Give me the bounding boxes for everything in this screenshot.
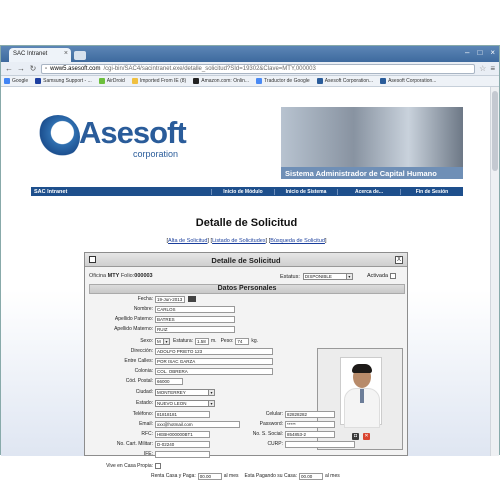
- camera-icon[interactable]: ◘: [353, 433, 358, 439]
- maximize-icon[interactable]: □: [477, 48, 483, 57]
- system-name: Sistema Administrador de Capital Humano: [281, 167, 463, 179]
- telefono-label: Teléfono:: [132, 411, 153, 417]
- renta-label: Renta Casa y Paga:: [151, 473, 196, 479]
- form-row: [89, 315, 235, 323]
- address-bar[interactable]: [41, 64, 475, 74]
- bookmark-label: Traductor de Google: [264, 78, 310, 84]
- activada-group: [367, 273, 396, 279]
- banner-photo-strip: [281, 107, 463, 167]
- form-row: [89, 377, 183, 385]
- new-tab-button[interactable]: [74, 51, 86, 60]
- chevron-down-icon: ▾: [208, 401, 214, 406]
- form-row: [151, 472, 340, 480]
- form-row: [89, 430, 335, 438]
- rfc-input[interactable]: HEBH000000BT1: [155, 431, 210, 438]
- colonia-label: Colonia:: [134, 368, 153, 374]
- applicant-photo: [340, 357, 382, 425]
- menu-inicio-sistema[interactable]: Inicio de Sistema: [274, 189, 337, 195]
- form-row: [89, 325, 235, 333]
- entre-calles-label: Entre Calles:: [124, 358, 153, 364]
- sexo-select[interactable]: [155, 338, 170, 345]
- nombre-input[interactable]: CARLOS: [155, 306, 235, 313]
- calendar-icon[interactable]: [188, 296, 196, 302]
- nss-input[interactable]: 854853-2: [285, 431, 335, 438]
- fecha-label: Fecha:: [137, 296, 153, 302]
- estatura-unit: m.: [211, 338, 217, 344]
- direccion-input[interactable]: ADOLFO PRIETO 123: [155, 348, 273, 355]
- form-row: [89, 440, 355, 448]
- link-alta-solicitud[interactable]: Alta de Solicitud: [168, 238, 208, 244]
- entre-calles-input[interactable]: POR ISAC GARZA: [155, 358, 273, 365]
- asesoft-logo-icon: [36, 115, 80, 159]
- form-row: [89, 388, 215, 396]
- bookmark-label: Asesoft Corporation...: [388, 78, 437, 84]
- bookmark-item[interactable]: [132, 78, 186, 84]
- detalle-dialog: [84, 252, 408, 479]
- close-window-icon[interactable]: ×: [490, 48, 495, 57]
- cartilla-militar-input[interactable]: D-02240: [155, 441, 210, 448]
- sub-links: [Alta de Solicitud] [Listado de Solicitudes] [Búsqueda de Solicitud]: [166, 238, 327, 244]
- oficina-value: MTY: [107, 273, 120, 279]
- cartilla-militar-label: No. Cart. Militar:: [116, 441, 153, 447]
- chevron-down-icon: ▾: [208, 390, 214, 395]
- tab-close-icon[interactable]: ×: [63, 50, 68, 57]
- codigo-postal-input[interactable]: 66000: [155, 378, 183, 385]
- bookmark-icon: [132, 78, 138, 84]
- celular-input[interactable]: 82828282: [285, 411, 335, 418]
- rfc-label: RFC:: [141, 431, 153, 437]
- estatus-select[interactable]: [303, 273, 353, 280]
- form-row: [89, 305, 235, 313]
- fecha-input[interactable]: 19-Jun-2013: [155, 296, 185, 303]
- form-row: [89, 357, 273, 365]
- pagando-label: Esta Pagando su Casa:: [244, 473, 298, 479]
- estatura-input[interactable]: 1.58: [195, 338, 209, 345]
- apellido-paterno-label: Apellido Paterno:: [114, 316, 153, 322]
- browser-toolbar: [1, 62, 499, 76]
- bookmark-icon: [35, 78, 41, 84]
- folio-value: 000003: [134, 273, 153, 279]
- bookmark-icon: [4, 78, 10, 84]
- browser-tab[interactable]: [9, 48, 71, 62]
- curp-label: CURP:: [267, 441, 283, 447]
- form-row: [89, 347, 273, 355]
- estatus-label: Estatus:: [280, 273, 300, 280]
- page-title: Detalle de Solicitud: [195, 217, 298, 229]
- menu-fin-sesion[interactable]: Fin de Sesión: [400, 189, 463, 195]
- url-host: www5.asesoft.com: [50, 65, 101, 72]
- star-icon[interactable]: ☆: [479, 64, 487, 73]
- link-listado-solicitudes[interactable]: Listado de Solicitudes: [212, 238, 266, 244]
- bookmark-item[interactable]: [193, 78, 249, 84]
- celular-label: Celular:: [265, 411, 283, 417]
- estatus-group: [280, 273, 353, 280]
- peso-label: Peso:: [220, 338, 234, 344]
- bookmark-label: Amazon.com: Onlin...: [201, 78, 250, 84]
- forward-icon[interactable]: →: [17, 64, 25, 73]
- apellido-materno-input[interactable]: RUIZ: [155, 326, 235, 333]
- reload-icon[interactable]: ↻: [29, 64, 37, 73]
- estado-select-value: NUEVO LEON: [157, 400, 187, 406]
- chevron-down-icon: ▾: [163, 339, 169, 344]
- back-icon[interactable]: ←: [5, 64, 13, 73]
- ife-label: IFE:: [143, 451, 153, 457]
- bookmark-item[interactable]: [380, 78, 436, 84]
- estado-select[interactable]: [155, 400, 215, 407]
- site-menu-bar: [31, 187, 463, 196]
- apellido-paterno-input[interactable]: BATRES: [155, 316, 235, 323]
- vive-casa-propia-checkbox[interactable]: [155, 463, 161, 469]
- form-row: [89, 399, 215, 407]
- renta-unit: al mes: [223, 473, 239, 479]
- photo-controls: [352, 433, 370, 440]
- site-banner: [31, 97, 463, 187]
- dialog-header: [85, 253, 407, 267]
- folio-label: Folio: [120, 273, 133, 279]
- browser-window: [0, 45, 500, 479]
- section-datos-personales: Datos Personales: [89, 284, 405, 294]
- renta-input[interactable]: 00.00: [198, 473, 222, 480]
- peso-input[interactable]: 74: [235, 338, 249, 345]
- bookmark-icon: [193, 78, 199, 84]
- bookmarks-bar: [1, 76, 499, 87]
- form-row: [89, 367, 273, 375]
- bookmark-item[interactable]: [99, 78, 125, 84]
- pagando-input[interactable]: 00.00: [299, 473, 323, 480]
- menu-inicio-modulo[interactable]: Inicio de Módulo: [211, 189, 274, 195]
- estado-label: Estado:: [136, 400, 153, 406]
- link-busqueda-solicitud[interactable]: Búsqueda de Solicitud: [270, 238, 325, 244]
- url-path: /cgi-bin/SAC4/sacintranet.exe/detalle_solicitud?SId=19302&Clave=MTY,000003: [103, 65, 316, 72]
- bookmark-item[interactable]: [35, 78, 92, 84]
- password-label: Password:: [259, 421, 283, 427]
- codigo-postal-label: Cód. Postal:: [125, 378, 153, 384]
- logo-text: Asesoft: [79, 115, 186, 150]
- delete-photo-icon[interactable]: ✕: [364, 433, 369, 439]
- menu-brand: SAC Intranet: [34, 188, 68, 195]
- direccion-label: Dirección:: [130, 348, 153, 354]
- bookmark-label: AirDroid: [106, 78, 125, 84]
- bookmark-icon: [99, 78, 105, 84]
- sexo-label: Sexo:: [140, 338, 153, 344]
- scrollbar-thumb[interactable]: [492, 91, 498, 171]
- form-row: [89, 295, 196, 303]
- apellido-materno-label: Apellido Materno:: [114, 326, 153, 332]
- web-page: [1, 87, 492, 479]
- telefono-input[interactable]: 81818181: [155, 411, 210, 418]
- curp-input[interactable]: [285, 441, 355, 448]
- bookmark-label: Samsung Support - ...: [43, 78, 92, 84]
- chevron-down-icon: ▾: [346, 274, 352, 279]
- ciudad-select[interactable]: [155, 389, 215, 396]
- activada-label: Activada: [367, 273, 389, 279]
- bookmark-label: Imported From IE (8): [139, 78, 187, 84]
- email-label: Email:: [139, 421, 153, 427]
- activada-checkbox[interactable]: [390, 273, 396, 279]
- form-row: [89, 337, 258, 345]
- bookmark-item[interactable]: [317, 78, 373, 84]
- nss-label: No. S. Social:: [252, 431, 283, 437]
- page-icon: ▫: [45, 65, 48, 72]
- sexo-select-value: M: [157, 338, 161, 344]
- colonia-input[interactable]: COL. OBRERA: [155, 368, 273, 375]
- ife-input[interactable]: [155, 451, 210, 458]
- logo-subtitle: corporation: [133, 149, 179, 159]
- dialog-info-row: Oficina MTY Folio:000003 Estatus: DISPONIBLE ▾ Activada: [89, 273, 405, 283]
- browser-titlebar: [1, 46, 499, 62]
- bookmark-icon: [256, 78, 262, 84]
- form-row: [89, 410, 335, 418]
- nombre-label: Nombre:: [133, 306, 153, 312]
- ciudad-select-value: MONTERREY: [157, 389, 186, 395]
- email-input[interactable]: xxx@hotmail.com: [155, 421, 240, 428]
- dialog-close-icon[interactable]: X: [396, 257, 401, 263]
- ciudad-label: Ciudad:: [135, 389, 153, 395]
- wrench-icon[interactable]: ≡: [490, 64, 495, 73]
- oficina-label: Oficina: [89, 273, 107, 279]
- form-row: [89, 420, 335, 428]
- page-scrollbar[interactable]: [490, 87, 499, 456]
- menu-acerca-de[interactable]: Acerca de...: [337, 189, 400, 195]
- form-row: [89, 462, 161, 470]
- bookmark-icon: [380, 78, 386, 84]
- vive-casa-propia-label: Vive en Casa Propia:: [106, 463, 153, 469]
- estatura-label: Estatura:: [173, 338, 194, 344]
- window-controls: [465, 48, 495, 57]
- peso-unit: kg.: [251, 338, 259, 344]
- bookmark-item[interactable]: [4, 78, 28, 84]
- minimize-icon[interactable]: –: [465, 48, 470, 57]
- estatus-value: DISPONIBLE: [304, 274, 332, 279]
- bookmark-icon: [317, 78, 323, 84]
- bookmark-label: Asesoft Corporation...: [324, 78, 374, 84]
- pagando-unit: al mes: [325, 473, 340, 479]
- dialog-title: Detalle de Solicitud: [211, 256, 281, 265]
- tab-title: SAC Intranet: [13, 51, 48, 57]
- bookmark-label: Google: [12, 78, 29, 84]
- form-row: [89, 450, 210, 458]
- bookmark-item[interactable]: [256, 78, 310, 84]
- password-input[interactable]: *****: [285, 421, 335, 428]
